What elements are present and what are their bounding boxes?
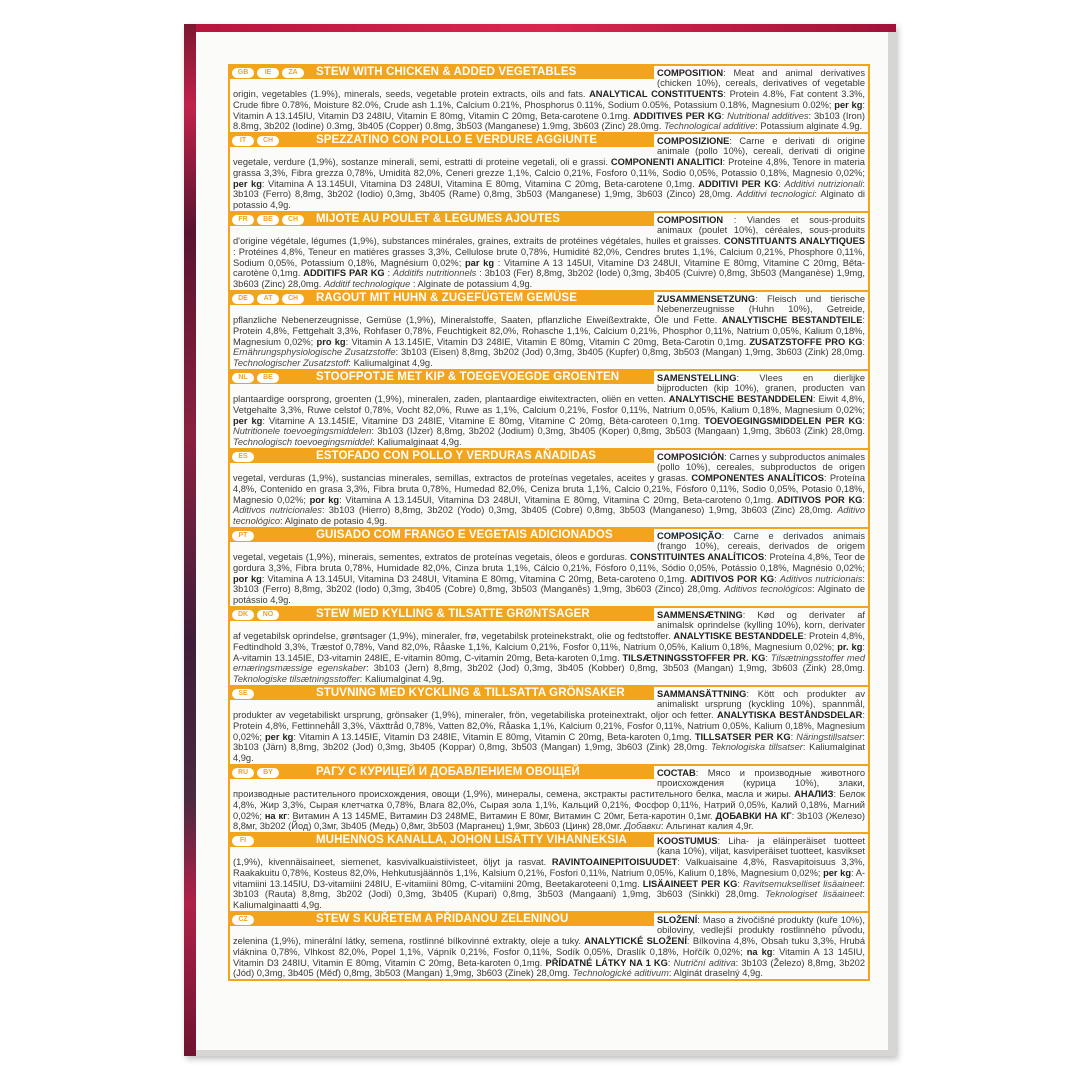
text-run: : 3b103 (Železo) 8,8mg, 3b202 (Jód) 0,3mg, 3b405 (Měď) 0,8mg, 3b503 (Mangan) 1,9mg, 3b603 (Zinek) 28,0mg. (233, 957, 865, 979)
bold-label: TOEVOEGINGSMIDDELEN PER KG (704, 415, 863, 426)
bold-label: na kg (746, 946, 773, 957)
text-run: : Vitamine A 13 145UI, Vitamine D3 248UI, Vitamine E 80mg, Vitamine C 20mg, Bêta-carotène 0,1mg. (233, 257, 865, 279)
italic-label: Добавки (624, 821, 661, 832)
text-run: : (721, 110, 728, 121)
text-run: : (862, 494, 865, 505)
text-run: : Alginato de potássio 4,9g. (233, 584, 865, 606)
text-run: : Maso a živočišné produkty (kuře 10%), obiloviny, vedlejší produkty rostlinného původu, zelenina (1,9%), minerální látky, semena, rostlinné bílkovinné extrakty, oleje a tuky. (233, 914, 865, 947)
section-body-text (233, 608, 865, 685)
bold-label: COMPOSICIÓN (657, 451, 725, 462)
text-run: : 3b103 (Eisen) 8,8mg, 3b202 (Jod) 0,3mg, 3b405 (Kupfer) 0,8mg, 3b503 (Mangan) 1,9mg, 3b603 (Zink) 28,0mg. (395, 347, 865, 358)
text-run: : Мясо и производные животного происхождения (курица 10%), злаки, производные растительного происхождения, овощи (1,9%), минералы, семена, экстракты растительного белка, масла и жиры. (233, 767, 865, 800)
italic-label: Teknologiske tilsætningsstoffer (233, 674, 360, 685)
bold-label: por kg (233, 573, 262, 584)
section-title: GUISADO COM FRANGO E VEGETAIS ADICIONADOS (316, 529, 613, 541)
bold-label: ZUSAMMENSETZUNG (657, 293, 756, 304)
text-run: : Valkuaisaine 4,8%, Rasvapitoisuus 3,3%, Raakakuitu 0,78%, Kosteus 82,0%, Hehkutusjäännös 1,1%, Kalsium 0,21%, Fosfori 0,11%, Natrium 0,05%, Kalium 0,18%, Magnesium 0,02%; (233, 857, 865, 878)
bold-label: ADITIVOS POR KG (777, 494, 863, 505)
text-run: : Альгинат калия 4,9г. (660, 821, 754, 832)
country-code-badge: BE (257, 373, 279, 383)
text-run: : Alginato di potassio 4,9g. (233, 189, 865, 211)
italic-label: Technologischer Zusatzstoff (233, 358, 349, 369)
bold-label: SAMMENSÆTNING (657, 609, 743, 620)
text-run: : Vitamina A 13.145UI, Vitamina D3 248UI, Vitamina E 80mg, Vitamina C 20mg, Beta-caroteno 0,1mg. (339, 494, 778, 505)
section-title: STEW WITH CHICKEN & ADDED VEGETABLES (316, 66, 577, 78)
text-run: : 3b103 (Jern) 8,8mg, 3b202 (Jod) 0,3mg, 3b405 (Kobber) 0,8mg, 3b503 (Mangan) 1,9mg, 3b603 (Zink) 28,0mg. (366, 663, 865, 674)
text-run: : Alginát draselný 4,9g. (668, 968, 763, 979)
italic-label: Nutriční aditiva (673, 957, 736, 968)
bold-label: ADDITIVES PER KG (633, 110, 722, 121)
text-run: : (667, 957, 674, 968)
text-run: : Vitamin A 13 145IU, Vitamin D3 248IU, Vitamin E 80mg, Vitamin C 20mg, Beta-karoten 0,1mg. (233, 946, 865, 968)
section-body-text (233, 913, 865, 979)
language-section (230, 213, 868, 292)
bold-label: ANALYTISCHE BESTANDTEILE (721, 315, 863, 326)
bold-label: ДОБАВКИ НА КГ (715, 810, 792, 821)
pack-side-edge (184, 24, 196, 1056)
text-run: : Protein 4,8%, Fettgehalt 3,3%, Rohfaser 0,78%, Feuchtigkeit 82,0%, Rohasche 1,1%, Calcium 0,21%, Phosphor 0,11%, Natrium 0,05%, Kalium 0,18%, Magnesium 0,02%; (233, 315, 865, 347)
bold-label: CONSTITUINTES ANALÍTICOS (630, 552, 765, 563)
country-code-badge: BY (257, 768, 279, 778)
text-run: : Proteína 4,8%, Contenido en grasa 3,3%, Fibra bruta 0,78%, Humedad 82,0%, Ceniza bruta 1,1%, Calcio 0,21%, Fósforo 0,11%, Sodio 0,05%, Potasio 0,18%, Magnesio 0,02%; (233, 473, 865, 505)
bold-label: per kg (233, 415, 263, 426)
italic-label: Additivi nutrizionali (784, 178, 863, 189)
language-section (230, 292, 868, 371)
section-title: STUVNING MED KYCKLING & TILLSATTA GRÖNSAKER (316, 687, 625, 699)
text-run: : Vitamine A 13.145IE, Vitamine D3 248IE, Vitamine E 80mg, Vitamine C 20mg, Bèta-caroteen 0,1mg. (262, 415, 705, 426)
text-run: : 3b103 (Iron) 8.8mg, 3b202 (Iodine) 0.3mg, 3b405 (Copper) 0.8mg, 3b503 (Manganese) 1.9mg, 3b603 (Zinc) 28.0mg. (233, 110, 865, 132)
italic-label: Tilsætningsstoffer med ernæringsmæssige egenskaber (233, 652, 865, 674)
language-section (230, 371, 868, 450)
text-run: : Kød og derivater af animalsk oprindelse (kylling 10%), korn, derivater af vegetabilsk oprindelse, grøntsager (1,9%), mineraler, frø, vegetabilsk proteinekstrakt, olie og fedtstoffer. (233, 609, 865, 642)
bold-label: por kg (309, 494, 340, 505)
italic-label: Nutritionele toevoegingsmiddelen (233, 426, 372, 437)
italic-label: Technologisch toevoegingsmiddel (233, 437, 373, 448)
text-run: : (765, 652, 771, 663)
section-title: ESTOFADO CON POLLO Y VERDURAS AÑADIDAS (316, 450, 597, 462)
italic-label: Technological additive (664, 121, 756, 132)
text-run: : (737, 878, 744, 889)
text-run: : Vitamina A 13.145UI, Vitamina D3 248UI, Vitamina E 80mg, Vitamina C 20mg, Beta-caroteno 0,1mg. (261, 573, 691, 584)
section-body-text (233, 450, 865, 527)
country-code-badge: DK (232, 610, 254, 620)
italic-label: Ravitsemukselliset lisäaineet (743, 878, 863, 889)
section-title: РАГУ С КУРИЦЕЙ И ДОБАВЛЕНИЕМ ОВОЩЕЙ (316, 766, 580, 778)
text-run: : Proteine 4,8%, Tenore in materia grassa 3,3%, Fibra grezza 0,78%, Umidità 82,0%, Ceneri grezze 1,1%, Calcio 0,21%, Fosforo 0,11%, Sodio 0,05%, Potassio 0,18%, Magnesio 0,02%; (233, 157, 865, 178)
text-run: : 3b103 (Железо) 8,8мг, 3b202 (Йод) 0,3мг, 3b405 (Медь) 0,8мг, 3b503 (Марганец) 1,9мг, 3b603 (Цинк) 28,0мг. (233, 810, 865, 832)
language-section (230, 450, 868, 529)
section-body-text (233, 529, 865, 606)
bold-label: ADITIVOS POR KG (690, 573, 775, 584)
bold-label: TILLSATSER PER KG (694, 731, 791, 742)
text-run: : Vitamin A 13.145IE, Vitamin D3 248IE, Vitamin E 80mg, Vitamin C 20mg, Beta-karoten 0,1mg. (293, 731, 695, 742)
country-code-badge: NL (232, 373, 254, 383)
bold-label: на кг (264, 810, 287, 821)
language-section (230, 766, 868, 834)
country-code-badge: ZA (282, 68, 304, 78)
section-body-text (233, 834, 865, 911)
text-run: : Витамин А 13 145МЕ, Витамин D3 248МЕ, Витамин Е 80мг, Витамин С 20мг, Бета-каротин 0,1мг. (287, 810, 716, 821)
text-run: : Liha- ja eläinperäiset tuotteet (kana 10%), viljat, kasviperäiset tuotteet, kasvikset (1,9%), kivennäisaineet, siemenet, kasvivalkuaistiivisteet, öljyt ja rasvat. (233, 835, 865, 868)
section-body-text (233, 292, 865, 369)
language-section (230, 134, 868, 213)
text-run: : Kött och produkter av animaliskt ursprung (kyckling 10%), spannmål, produkter av vegetabiliskt ursprung, grönsaker (1,9%), mineraler, frön, vegetabiliska proteinextrakt, oljor och fetter. (233, 688, 865, 721)
text-run: : Vitamin A 13.145IE, Vitamin D3 248IE, Vitamin E 80mg, Vitamin C 20mg, Beta-Carotin 0,1mg. (345, 336, 750, 347)
country-code-badge: NO (257, 610, 279, 620)
text-run: : 3b103 (Fer) 8,8mg, 3b202 (Iode) 0,3mg, 3b405 (Cuivre) 0,8mg, 3b503 (Manganèse) 1,9mg, 3b603 (Zinc) 28,0mg. (233, 268, 865, 290)
italic-label: Näringstillsatser (796, 731, 863, 742)
text-run: : Potassium alginate 4.9g. (755, 121, 863, 132)
italic-label: Aditivos tecnológicos (724, 584, 813, 595)
text-run: : 3b103 (Ferro) 8,8mg, 3b202 (Iodo) 0,3mg, 3b405 (Cobre) 0,8mg, 3b503 (Manganês) 1,9mg, 3b603 (Zinco) 28,0mg. (233, 573, 865, 595)
italic-label: Aditivo tecnológico (233, 505, 865, 527)
bold-label: per kg (233, 178, 262, 189)
country-code-badge: IE (257, 68, 279, 78)
section-title: STEW S KUŘETEM A PŘIDANOU ZELENINOU (316, 913, 569, 925)
text-run: : Alginato de potasio 4,9g. (280, 516, 388, 527)
section-body-text (233, 134, 865, 211)
italic-label: Additifs nutritionnels (392, 268, 477, 279)
italic-label: Additif technologique (323, 279, 411, 290)
country-code-badge: CH (257, 136, 279, 146)
text-run: : (384, 268, 393, 279)
bold-label: pro kg (316, 336, 346, 347)
text-run: : Alginate de potassium 4,9g. (410, 279, 533, 290)
bold-label: ADDITIFS PAR KG (303, 268, 385, 279)
section-title: RAGOUT MIT HUHN & ZUGEFÜGTEM GEMÜSE (316, 292, 577, 304)
country-code-badge: SE (232, 689, 254, 699)
bold-label: ZUSATZSTOFFE PRO KG (749, 336, 863, 347)
text-run: : Белок 4,8%, Жир 3,3%, Сырая клетчатка 0,78%, Влага 82,0%, Сырая зола 1,1%, Кальций 0,21%, Фосфор 0,11%, Натрий 0,05%, Калий 0,18%, Магний 0,02%; (233, 789, 865, 821)
country-code-badge: IT (232, 136, 254, 146)
bold-label: RAVINTOAINEPITOISUUDET (551, 857, 678, 868)
country-code-badge: ES (232, 452, 254, 462)
bold-label: COMPONENTES ANALÍTICOS (691, 473, 824, 484)
bold-label: СОСТАВ (657, 767, 696, 778)
text-run: : (862, 336, 865, 347)
text-run: : Protein 4,8%, Fedtindhold 3,3%, Træstof 0,78%, Vand 82,0%, Råaske 1,1%, Kalcium 0,21%, Fosfor 0,11%, Natrium 0,05%, Kalium 0,18%, Magnesium 0,02%; (233, 631, 866, 652)
section-title: STOOFPOTJE MET KIP & TOEGEVOEGDE GROENTEN (316, 371, 620, 383)
country-code-badge: CH (282, 294, 304, 304)
italic-label: Ernährungsphysiologische Zusatzstoffe (233, 347, 396, 358)
bold-label: SLOŽENÍ (657, 914, 698, 925)
bold-label: SAMENSTELLING (657, 372, 737, 383)
text-run: : Fleisch und tierische Nebenerzeugnisse (Huhn 10%), Getreide, pflanzliche Nebenerzeugnisse, Gemüse (1,9%), Mineralstoffe, Saaten, pflanzliche Eiweißextrakte, Öle und Fette. (233, 293, 865, 326)
text-run: : 3b103 (IJzer) 8,8mg, 3b202 (Jodium) 0,3mg, 3b405 (Koper) 0,8mg, 3b503 (Mangaan) 1,9mg, 3b603 (Zink) 28,0mg. (371, 426, 865, 437)
text-run: : Kaliumalginaat 4,9g. (372, 437, 462, 448)
text-run: : (862, 415, 865, 426)
bold-label: ANALYTISCHE BESTANDDELEN (668, 394, 813, 405)
section-body-text (233, 66, 865, 132)
text-run: : 3b103 (Rauta) 8,8mg, 3b202 (Jodi) 0,3mg, 3b405 (Kupari) 0,8mg, 3b503 (Mangaani) 1,9mg, 3b603 (Sinkki) 28,0mg. (233, 878, 865, 900)
italic-label: Nutritional additives (727, 110, 809, 121)
text-run: : Vitamin A 13.145IU, Vitamin D3 248IU, Vitamin E 80mg, Vitamin C 20mg, Beta-carotene 0.1mg. (233, 99, 865, 121)
bold-label: ANALYTISKE BESTANDDELE (673, 631, 804, 642)
italic-label: Technologické aditivum (572, 968, 669, 979)
text-run: : Protein 4,8%, Fettinnehåll 3,3%, Växttråd 0,78%, Vatten 82,0%, Råaska 1,1%, Kalcium 0,21%, Fosfor 0,11%, Natrium 0,05%, Kalium 0,18%, Magnesium 0,02%; (233, 710, 865, 742)
bold-label: per kg (264, 731, 294, 742)
italic-label: Aditivos nutricionais (779, 573, 863, 584)
text-run: : A-vitamiini 13.145IU, D3-vitamiini 248IU, E-vitamiini 80mg, C-vitamiini 20mg, Beetakaroteeni 0,1mg. (233, 867, 865, 889)
text-run: : Bílkovina 4,8%, Obsah tuku 3,3%, Hrubá vláknina 0,78%, Vlhkost 82,0%, Popel 1,1%, Vápník 0,21%, Fosfor 0,11%, Sodík 0,05%, Draslík 0,18%, Hořčík 0,02%; (233, 936, 865, 957)
text-run: : A-vitamin 13.145IE, D3-vitamin 248IE, E-vitamin 80mg, C-vitamin 20mg, Beta-karoten 0,1mg. (233, 641, 865, 663)
text-run: : (774, 573, 780, 584)
pack-top-edge (196, 24, 896, 32)
language-section (230, 66, 868, 134)
ingredients-panel (228, 64, 870, 981)
section-title: SPEZZATINO CON POLLO E VERDURE AGGIUNTE (316, 134, 598, 146)
text-run: : Protéines 4,8%, Teneur en matières grasses 3,3%, Cellulose brute 0,78%, Humidité 82,0%, Cendres brutes 1,1%, Calcium 0,21%, Phosphore 0,11%, Sodium 0,05%, Potassium 0,18%, Magnésium 0,02%; (233, 246, 865, 268)
section-body-text (233, 371, 865, 448)
section-title: STEW MED KYLLING & TILSATTE GRØNTSAGER (316, 608, 590, 620)
language-section (230, 687, 868, 766)
country-code-badge: DE (232, 294, 254, 304)
country-code-badge: BE (257, 215, 279, 225)
text-run: : Kaliumalginaatti 4,9g. (233, 889, 865, 911)
language-section (230, 608, 868, 687)
text-run: : Carne e derivati di origine animale (pollo 10%), cereali, derivati di origine vegetale, verdure (1,9%), sostanze minerali, semi, estratti di proteine vegetali, oli e grassi. (233, 135, 865, 168)
bold-label: ANALYTICAL CONSTITUENTS (589, 89, 724, 100)
bold-label: ADDITIVI PER KG (698, 178, 779, 189)
text-run: : Kaliumalginat 4,9g. (233, 742, 865, 764)
text-run: : Kaliumalginat 4,9g. (348, 358, 433, 369)
italic-label: Teknologiset lisäaineet (765, 889, 863, 900)
bold-label: per kg (834, 99, 863, 110)
country-code-badge: CH (282, 215, 304, 225)
country-code-badge: GB (232, 68, 254, 78)
bold-label: TILSÆTNINGSSTOFFER PR. KG (622, 652, 766, 663)
country-code-badge: PT (232, 531, 254, 541)
text-run: : Meat and animal derivatives (chicken 10%), cereals, derivatives of vegetable origin, vegetables (1.9%), minerals, seeds, vegetable protein extracts, oils and fats. (233, 67, 865, 100)
bold-label: pr. kg (837, 641, 863, 652)
text-run: : (778, 178, 785, 189)
language-section (230, 913, 868, 979)
bold-label: CONSTITUANTS ANALYTIQUES (723, 236, 865, 247)
text-run: : Proteína 4,8%, Teor de gordura 3,3%, Fibra bruta 0,78%, Humidade 82,0%, Cinza bruta 1,1%, Cálcio 0,21%, Fósforo 0,11%, Sódio 0,05%, Potássio 0,18%, Magnésio 0,02%; (233, 552, 866, 573)
text-run: : (790, 731, 797, 742)
bold-label: KOOSTUMUS (657, 835, 718, 846)
text-run: : 3b103 (Järn) 8,8mg, 3b202 (Jod) 0,3mg, 3b405 (Koppar) 0,8mg, 3b503 (Mangan) 1,9mg, 3b603 (Zink) 28,0mg. (233, 731, 865, 753)
language-section (230, 529, 868, 608)
text-run: : Eiwit 4,8%, Vetgehalte 3,3%, Ruwe celstof 0,78%, Vocht 82,0%, Ruwe as 1,1%, Calcium 0,21%, Fosfor 0,11%, Natrium 0,05%, Kalium 0,18%, Magnesium 0,02%; (233, 394, 865, 415)
country-code-badge: FR (232, 215, 254, 225)
section-body-text (233, 687, 865, 764)
bold-label: ANALYTICKÉ SLOŽENÍ (584, 936, 687, 947)
country-code-badge: RU (232, 768, 254, 778)
italic-label: Additivi tecnologici (736, 189, 815, 200)
bold-label: per kg (823, 867, 851, 878)
bold-label: COMPOSITION (657, 67, 724, 78)
country-code-badge: CZ (232, 915, 254, 925)
bold-label: COMPONENTI ANALITICI (610, 157, 723, 168)
bold-label: COMPOSITION (657, 214, 724, 225)
italic-label: Aditivos nutricionales (233, 505, 322, 516)
italic-label: Teknologiska tillsatser (711, 742, 803, 753)
text-run: : 3b103 (Ferro) 8,8mg, 3b202 (Iodio) 0,3mg, 3b405 (Rame) 0,8mg, 3b503 (Manganese) 1,9mg, 3b603 (Zinco) 28,0mg. (233, 178, 865, 200)
bold-label: par kg (464, 257, 494, 268)
section-body-text (233, 213, 865, 290)
text-run: : Viandes et sous-produits animaux (poulet 10%), céréales, sous-produits d'origine végétale, légumes (1,9%), substances minérales, graines, extraits de protéines végétales, huiles et graisses. (233, 214, 865, 247)
bold-label: COMPOSIÇÃO (657, 530, 722, 541)
text-run: : Protein 4.8%, Fat content 3.3%, Crude fibre 0.78%, Moisture 82.0%, Crude ash 1.1%, Calcium 0.21%, Phosphorus 0.11%, Sodium 0.05%, Potassium 0.18%, Magnesium 0.02%; (233, 89, 865, 110)
text-run: : Vitamina A 13.145UI, Vitamina D3 248UI, Vitamina E 80mg, Vitamina C 20mg, Beta-carotene 0,1mg. (261, 178, 699, 189)
bold-label: ANALYTISKA BESTÅNDSDELAR (717, 710, 863, 721)
bold-label: LISÄAINEET PER KG (642, 878, 738, 889)
text-run: : Carnes y subproductos animales (pollo 10%), cereales, subproductos de origen vegetal, verduras (1,9%), sustancias minerales, semillas, extractos de proteínas vegetales, aceites y grasas. (233, 451, 865, 484)
section-title: MUHENNOS KANALLA, JOHON LISÄTTY VIHANNEKSIA (316, 834, 627, 846)
text-run: : Kaliumalginat 4,9g. (359, 674, 445, 685)
text-run: : Vlees en dierlijke bijproducten (kip 10%), granen, producten van plantaardige oorsprong, groenten (1,9%), mineralen, zaden, plantaardige eiwitextracten, oliën en vetten. (233, 372, 865, 405)
country-code-badge: AT (257, 294, 279, 304)
country-code-badge: FI (232, 836, 254, 846)
bold-label: PŘÍDATNÉ LÁTKY NA 1 KG (545, 957, 668, 968)
bold-label: АНАЛИЗ (794, 789, 834, 800)
bold-label: COMPOSIZIONE (657, 135, 730, 146)
text-run: : 3b103 (Hierro) 8,8mg, 3b202 (Yodo) 0,3mg, 3b405 (Cobre) 0,8mg, 3b503 (Manganeso) 1,9mg, 3b603 (Zinc) 28,0mg. (321, 505, 838, 516)
text-run: : Carne e derivados animais (frango 10%), cereais, derivados de origem vegetal, vegetais (1,9%), minerais, sementes, extratos de proteínas vegetais, óleos e gorduras. (233, 530, 865, 563)
section-title: MIJOTE AU POULET & LEGUMES AJOUTES (316, 213, 561, 225)
language-section (230, 834, 868, 913)
bold-label: SAMMANSÄTTNING (657, 688, 747, 699)
section-body-text (233, 766, 865, 832)
